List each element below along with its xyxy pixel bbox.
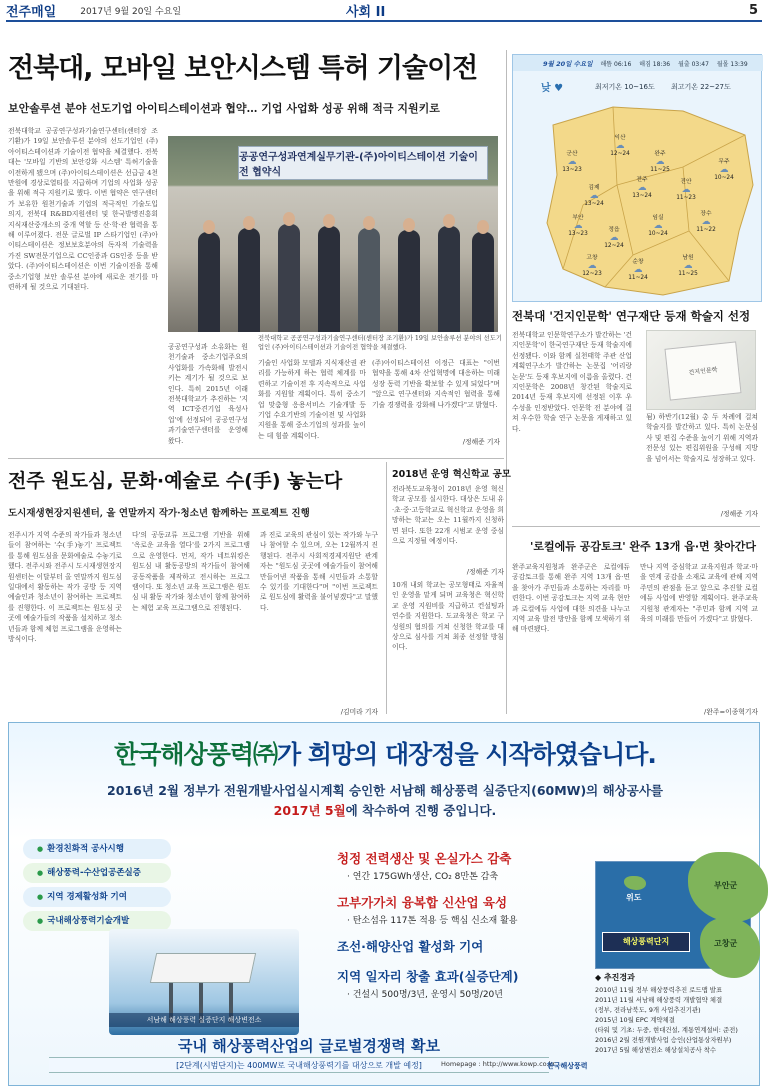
city-forecast [579, 185, 609, 208]
city-name: 부안 [572, 215, 584, 221]
divider [506, 50, 507, 714]
ad-title [9, 735, 761, 771]
cloud-icon: ☁ [633, 265, 643, 275]
city-forecast [671, 179, 701, 202]
lead-body-col4: (주)아이티스테이션 이정근 대표는 "이번 협약을 통해 4차 산업혁명에 대응하는 미래 성장 동력 기반을 확보할 수 있게 되었다"며 "앞으로 연구센터와 지속적인 협력을 통해 기술 경쟁력을 강화해 나가겠다"고 밝혔다. [372, 359, 500, 409]
right-lower-col2: 만나 지역 중심학교 교육지원과 학교·마을 연계 공감을 소재로 교육에 관해 지역 주민의 관점을 듣고 앞으로 추진할 로컬에듀 사업에 반영할 계획이다. 완주교육지원청 관계자는 "주민과 함께 지역 교육의 미래를 만들어 가겠다"고 밝혔다. [640, 563, 759, 624]
lead-body-col2: 공공연구성과 소유화는 원천기술과 중소기업주요의 사업화를 가속화해 발전시키는 계기가 될 것으로 보인다. 특히 2015년 이래 전북대학교가 추진하는 '지역 ICT중견기업 육성사업'에 선정되어 공공연구성과기술연구센터를 운영해 왔다. [168, 343, 248, 445]
city-temp: 13~23 [562, 167, 582, 173]
city-temp: 13~23 [568, 231, 588, 237]
second-headline: 전주 원도심, 문화·예술로 수(手) 놓는다 [8, 470, 343, 492]
progress-timeline [595, 973, 755, 1055]
city-forecast [673, 255, 703, 278]
ad-line-1: 2016년 2월 정부가 전원개발사업실시계획 승인한 서남해 해상풍력 실증단지(60MW)의 해상공사를 [107, 783, 663, 798]
photo-person [438, 226, 460, 332]
city-temp: 11~25 [678, 271, 698, 277]
map-island [624, 876, 646, 890]
map-wind-farm-zone: 해상풍력단지 [602, 932, 690, 952]
timeline-item: (타워 및 기초: 두중, 현대건설, 계통연계설비: 준전) [595, 1026, 738, 1034]
city-temp: 13~24 [584, 201, 604, 207]
photo-person-head [403, 218, 415, 232]
lead-subhead: 보안솔루션 분야 선도기업 아이티스테이션과 협약… 기업 사업화 성공 위해 적극 지원키로 [8, 102, 440, 115]
divider [8, 458, 504, 459]
ad-benefit [337, 893, 517, 926]
photo-caption: 전북대학교 공공연구성과기술연구센터(센터장 조기환)가 19일 보안솔루션 분야의 선도기업인 (주)아이티스테이션과 기술이전 협약을 체결했다. [258, 335, 502, 351]
city-name: 정읍 [608, 227, 620, 233]
photo-person [198, 232, 220, 332]
ad-homepage[interactable]: Homepage : http://www.kowp.co.kr [441, 1060, 556, 1068]
city-forecast [563, 215, 593, 238]
city-temp: 11~22 [696, 227, 716, 233]
section-title: 사회 II [346, 4, 386, 20]
photo-person [318, 226, 340, 332]
timeline-item: 2010년 11월 정부 해상풍력추진 로드맵 발표 [595, 986, 723, 994]
timeline-item: 2011년 11월 서남해 해상풍력 개발협약 체결 [595, 996, 723, 1004]
city-name: 완주 [654, 151, 666, 157]
ad-benefit-head: 고부가가치 융복합 신산업 육성 [337, 895, 508, 910]
city-temp: 13~24 [632, 193, 652, 199]
high-temp: 최고기온 22~27도 [671, 83, 731, 91]
lead-body-col1: 전북대학교 공공연구성과기술연구센터(센터장 조기환)가 19일 보안솔루션 분야의 선도기업인 (주)아이티스테이션과 기술이전 협약을 체결했다. 전북대는 '모바일 기반의 보안강화 시스템' 특허기술을 이전하게 됐으며 (주)아이티스테이션은 선급금 4천만원에 경상로열티를 지급하며 기업의 사업화 성공을 위해 적극 지원키로 했다. 이번 협약은 연구센터가 보유한 원천기술과 기업의 적극적인 기술도입 의지, 전북대 R&BD지원센터 및 한국발명진흥회 지식재산중개소의 중개 역할 등 산·학·관 협력을 통해 이루어졌다. 전문 글로벌 IP 스타기업인 (주)아이티스테이션은 정보보호분야의 독자적 기술력을 가진 SW전문기업으로 CC인증과 GS인증 등을 받았다. (주)아이티스테이션은 이번 기술이전을 통해 중소기업형 보안 솔루션 분야에 새로운 전기를 마련하게 될 것으로 기대된다. [8, 127, 158, 292]
right-lower-byline: /완주=이종혁기자 [704, 708, 758, 716]
city-temp: 10~24 [648, 231, 668, 237]
ad-line-2-text: 에 착수하여 진행 중입니다. [345, 803, 497, 818]
substation-deck [150, 953, 256, 983]
cloud-icon: ☁ [637, 183, 647, 193]
photo-person [238, 228, 260, 332]
right-lower-col1: 완주교육지원청과 완주군은 로컬에듀 공감토크를 통해 완주 지역 13개 읍·면을 찾아가 주민들과 소통하는 자리를 마련한다. 이번 공감토크는 지역 교육 현안과 로컬에듀 사업에 대한 의견을 나누고 지역 교육 발전 방안을 함께 모색하기 위해 마련됐다. [512, 563, 631, 634]
photo-person [278, 224, 300, 332]
ad-bullet: ● 환경친화적 공사시행 [23, 839, 171, 859]
city-forecast [627, 177, 657, 200]
city-temp: 11~24 [628, 275, 648, 281]
ad-benefit [337, 967, 518, 1000]
second-body-col2: 다'의 공동교류 프로그램 기반을 위해 '옥로운 교육을 열다'를 2가지 프로그램으로 운영한다. 먼저, 작가 네트워킹은 원도심 내 활동공방의 작가들이 참여해 공동작품을 제작하고 전시하는 프로그램이다. 또 청소년 교육 프로그램은 원도심 내 활동 작가와 청소년이 함께 참여하는 체험 교육 프로그램으로 진행된다. [132, 531, 251, 612]
timeline-heading: ◆ 추진경과 [595, 973, 635, 982]
second-byline: /김미라 기자 [340, 708, 378, 716]
day-tag: 낮 ♥ [541, 83, 564, 94]
city-forecast [599, 227, 629, 250]
sunrise: 해뜸 06:16 [600, 60, 632, 68]
city-name: 김제 [588, 185, 600, 191]
city-name: 임실 [652, 215, 664, 221]
city-name: 무주 [718, 159, 730, 165]
cloud-icon: ☁ [655, 157, 665, 167]
lead-headline: 전북대, 모바일 보안시스템 특허 기술이전 [8, 53, 478, 84]
issue-date: 2017년 9월 20일 수요일 [80, 6, 182, 17]
photo-person [398, 230, 420, 332]
photo-person-head [243, 216, 255, 230]
ad-bullet: ● 해상풍력-수산업공존실증 [23, 863, 171, 883]
cloud-icon: ☁ [589, 191, 599, 201]
photo-banner: 공공연구성과연계실무기관-(주)아이티스테이션 기술이전 협약식 [238, 146, 488, 180]
ad-bullet: ● 국내해상풍력기술개발 [23, 911, 171, 931]
city-forecast [691, 211, 721, 234]
offshore-substation-photo [109, 929, 299, 1035]
ad-bullet: ● 지역 경제활성화 기여 [23, 887, 171, 907]
photo-person-head [283, 212, 295, 226]
cloud-icon: ☁ [573, 221, 583, 231]
photo-person-head [443, 214, 455, 228]
advertisement [8, 722, 760, 1086]
photo-person [358, 228, 380, 332]
sunset: 해짐 18:36 [639, 60, 671, 68]
mid-headline: 2018년 운영 혁신학교 공모 [392, 469, 511, 480]
map-label-gochang: 고창군 [714, 939, 738, 948]
city-forecast [645, 151, 675, 174]
timeline-item: 2017년 5월 해상변전소 해상설치공사 착수 [595, 1046, 717, 1054]
divider [386, 462, 387, 714]
timeline-item: 2015년 10월 EPC 계약체결 [595, 1016, 675, 1024]
second-subhead: 도시재생현장지원센터, 올 연말까지 작가·청소년 함께하는 프로젝트 진행 [8, 508, 310, 519]
ad-start-date: 2017년 5월 [273, 803, 346, 818]
photo-person-head [203, 220, 215, 234]
photo-person-head [477, 220, 489, 234]
ad-benefit [337, 937, 483, 955]
city-temp: 10~24 [714, 175, 734, 181]
mid-byline: /정해준 기자 [466, 568, 504, 576]
photo-person-head [363, 216, 375, 230]
city-forecast [623, 259, 653, 282]
right-article-col2: 됨) 하반기(12월) 총 두 차례에 걸쳐 학술지를 발간하고 있다. 특히 논문심사 및 편집 수준을 높이기 위해 지역과 전문성 있는 편집위원을 구성해 지방을 넘어서는 학술지로 성장하고 있다. [646, 413, 758, 463]
city-name: 장수 [700, 211, 712, 217]
cloud-icon: ☁ [701, 217, 711, 227]
cloud-icon: ☁ [609, 233, 619, 243]
mid-body-2: 10개 내외 학교는 공모형태로 자율적인 운영을 맡게 되며 교육청은 혁신학교 운영 지원비를 지급하고 컨설팅과 연수를 지원한다. 도교육청은 학교 구성원의 협의를 거쳐 신청한 학교를 대상으로 심사를 거쳐 최종 선정할 방침이다. [392, 581, 504, 652]
weather-date: 9월 20일 수요일 [543, 59, 593, 68]
weather-box [512, 54, 762, 302]
city-name: 전주 [636, 177, 648, 183]
journal-cover: 건지인문학 [664, 341, 741, 400]
city-forecast [709, 159, 739, 182]
ad-bottom-slogan: 국내 해상풍력산업의 글로벌경쟁력 확보 [178, 1037, 440, 1055]
journal-photo [646, 330, 756, 410]
ad-note: [2단계(시범단지)는 400MW로 국내해상풍력기를 대상으로 개발 예정] [49, 1057, 549, 1073]
masthead [6, 0, 762, 22]
ad-benefit-desc: · 건설시 500명/3년, 운영시 50명/20년 [347, 990, 503, 1000]
cloud-icon: ☁ [719, 165, 729, 175]
city-temp: 12~23 [582, 271, 602, 277]
ad-benefit-head: 지역 일자리 창출 효과(실증단계) [337, 969, 519, 984]
lead-byline: /정해준 기자 [462, 438, 500, 446]
city-name: 군산 [566, 151, 578, 157]
cloud-icon: ☁ [615, 141, 625, 151]
city-forecast [605, 135, 635, 158]
city-temp: 12~24 [604, 243, 624, 249]
cloud-icon: ☁ [683, 261, 693, 271]
right-article-byline: /정해준 기자 [720, 510, 758, 518]
ad-benefit-head: 청정 전력생산 및 온실가스 감축 [337, 851, 512, 866]
city-temp: 11~23 [676, 195, 696, 201]
city-forecast [557, 151, 587, 174]
right-article-headline: 전북대 '건지인문학' 연구재단 등재 학술지 선정 [512, 309, 751, 323]
lead-photo [168, 136, 498, 332]
low-temp: 최저기온 10~16도 [595, 83, 655, 91]
photo-person [472, 232, 494, 332]
page-number: 5 [748, 2, 758, 18]
second-body-col3: 과 진로 교육의 관심이 있는 작가와 누구나 참여할 수 있으며, 오는 12월까지 진행된다. 전주시 사회적경제지원단 관계자는 "원도심 곳곳에 예술가들이 참여해 만들어낸 작품을 통해 시민들과 소통할 수 있기를 기대한다"며 "이번 프로젝트로 원도심에 활력을 불어넣겠다"고 말했다. [260, 531, 379, 612]
city-name: 남원 [682, 255, 694, 261]
mid-body: 전라북도교육청이 2018년 운영 혁신학교 공모를 실시한다. 대상은 도내 유·초·중·고등학교로 혁신학교 운영을 희망하는 학교는 오는 11월까지 신청하면 된다. 또한 22개 시범교 운영 중심으로 지정될 예정이다. [392, 485, 504, 546]
cloud-icon: ☁ [653, 221, 663, 231]
city-temp: 12~24 [610, 151, 630, 157]
ad-benefit-desc: · 연간 175GWh생산, CO₂ 8만톤 감축 [347, 872, 499, 882]
ad-benefit-desc: · 탄소섬유 117톤 적용 등 핵심 신소재 활용 [347, 916, 518, 926]
city-name: 진안 [680, 179, 692, 185]
divider [512, 526, 760, 527]
ad-line-2 [9, 801, 761, 819]
map-label-wido: 위도 [626, 893, 642, 902]
ad-benefit-head: 조선·해양산업 활성화 기여 [337, 939, 484, 954]
timeline-item: (정부, 전라남북도, 9개 사업추진기관) [595, 1006, 701, 1014]
city-name: 고창 [586, 255, 598, 261]
moonrise: 월출 03:47 [678, 60, 709, 68]
newspaper-name: 전주매일 [6, 4, 57, 20]
city-temp: 11~25 [650, 167, 670, 173]
site-map [595, 861, 751, 969]
ad-company-name: 한국해상풍력㈜ [114, 740, 278, 769]
cloud-icon: ☁ [567, 157, 577, 167]
ad-benefit [337, 849, 511, 882]
moonset: 월몰 13:39 [716, 60, 748, 68]
city-name: 순창 [632, 259, 644, 265]
map-label-buan: 부안군 [714, 881, 738, 890]
right-lower-headline: '로컬에듀 공감토크' 완주 13개 읍·면 찾아간다 [530, 540, 757, 553]
ad-title-text: 가 희망의 대장정을 시작하였습니다. [277, 740, 656, 769]
substation-caption: 서남해 해상풍력 실증단지 해상변전소 [109, 1013, 299, 1027]
second-body-col1: 전주시가 지역 수준의 작가들과 청소년들이 참여하는 '수(手)놓기' 프로젝트를 통해 원도심을 문화예술로 수놓기로 했다. 전주시와 전주시 도시재생현장지원센터는 이달부터 올 연말까지 원도심 일대에서 활동하는 작가 공방 등 지역 예술인과 청소년이 참여하는 프로젝트를 진행한다. 이 프로젝트는 원도심 곳곳에 예술가들의 작품을 설치하고 청소년들과 함께 체험 프로그램을 운영하는 방식이다. [8, 531, 122, 644]
company-logo: 한국해상풍력 [547, 1062, 588, 1070]
photo-person-head [323, 214, 335, 228]
right-article-col1: 전북대학교 인문학연구소가 발간하는 '건지인문학'이 한국연구재단 등재 학술지에 선정됐다. 이와 함께 실천태학 주관 산업계획연구소가 발간하는 논문집 '어리랑 논문'도 등재 후보지에 이름을 올렸다. 건지인문학은 2008년 창간된 학술지로 2014년 등재 후보지에 선정된 이후 우수성을 인정받았다. 인문학 전 분야에 걸쳐 우수한 학술 연구 논문을 게재하고 있다. [512, 331, 632, 433]
lead-body-col3: 기술인 사업화 모델과 지식재산권 관리를 가능하게 하는 협력 체계를 마련하고 기술이전 후 지속적으로 사업화를 지원할 계획이다. 특히 중소기업 맞춤형 응용서비스 기술개발 등 기업 수요기반의 기술이전 및 사업화 지원을 통해 중소기업의 성과를 높이는 데 힘쓸 계획이다. [258, 359, 366, 440]
cloud-icon: ☁ [587, 261, 597, 271]
cloud-icon: ☁ [681, 185, 691, 195]
city-forecast [577, 255, 607, 278]
timeline-item: 2016년 2월 전원개발사업 승인(산업통상자원부) [595, 1036, 732, 1044]
city-forecast [643, 215, 673, 238]
city-name: 익산 [614, 135, 626, 141]
